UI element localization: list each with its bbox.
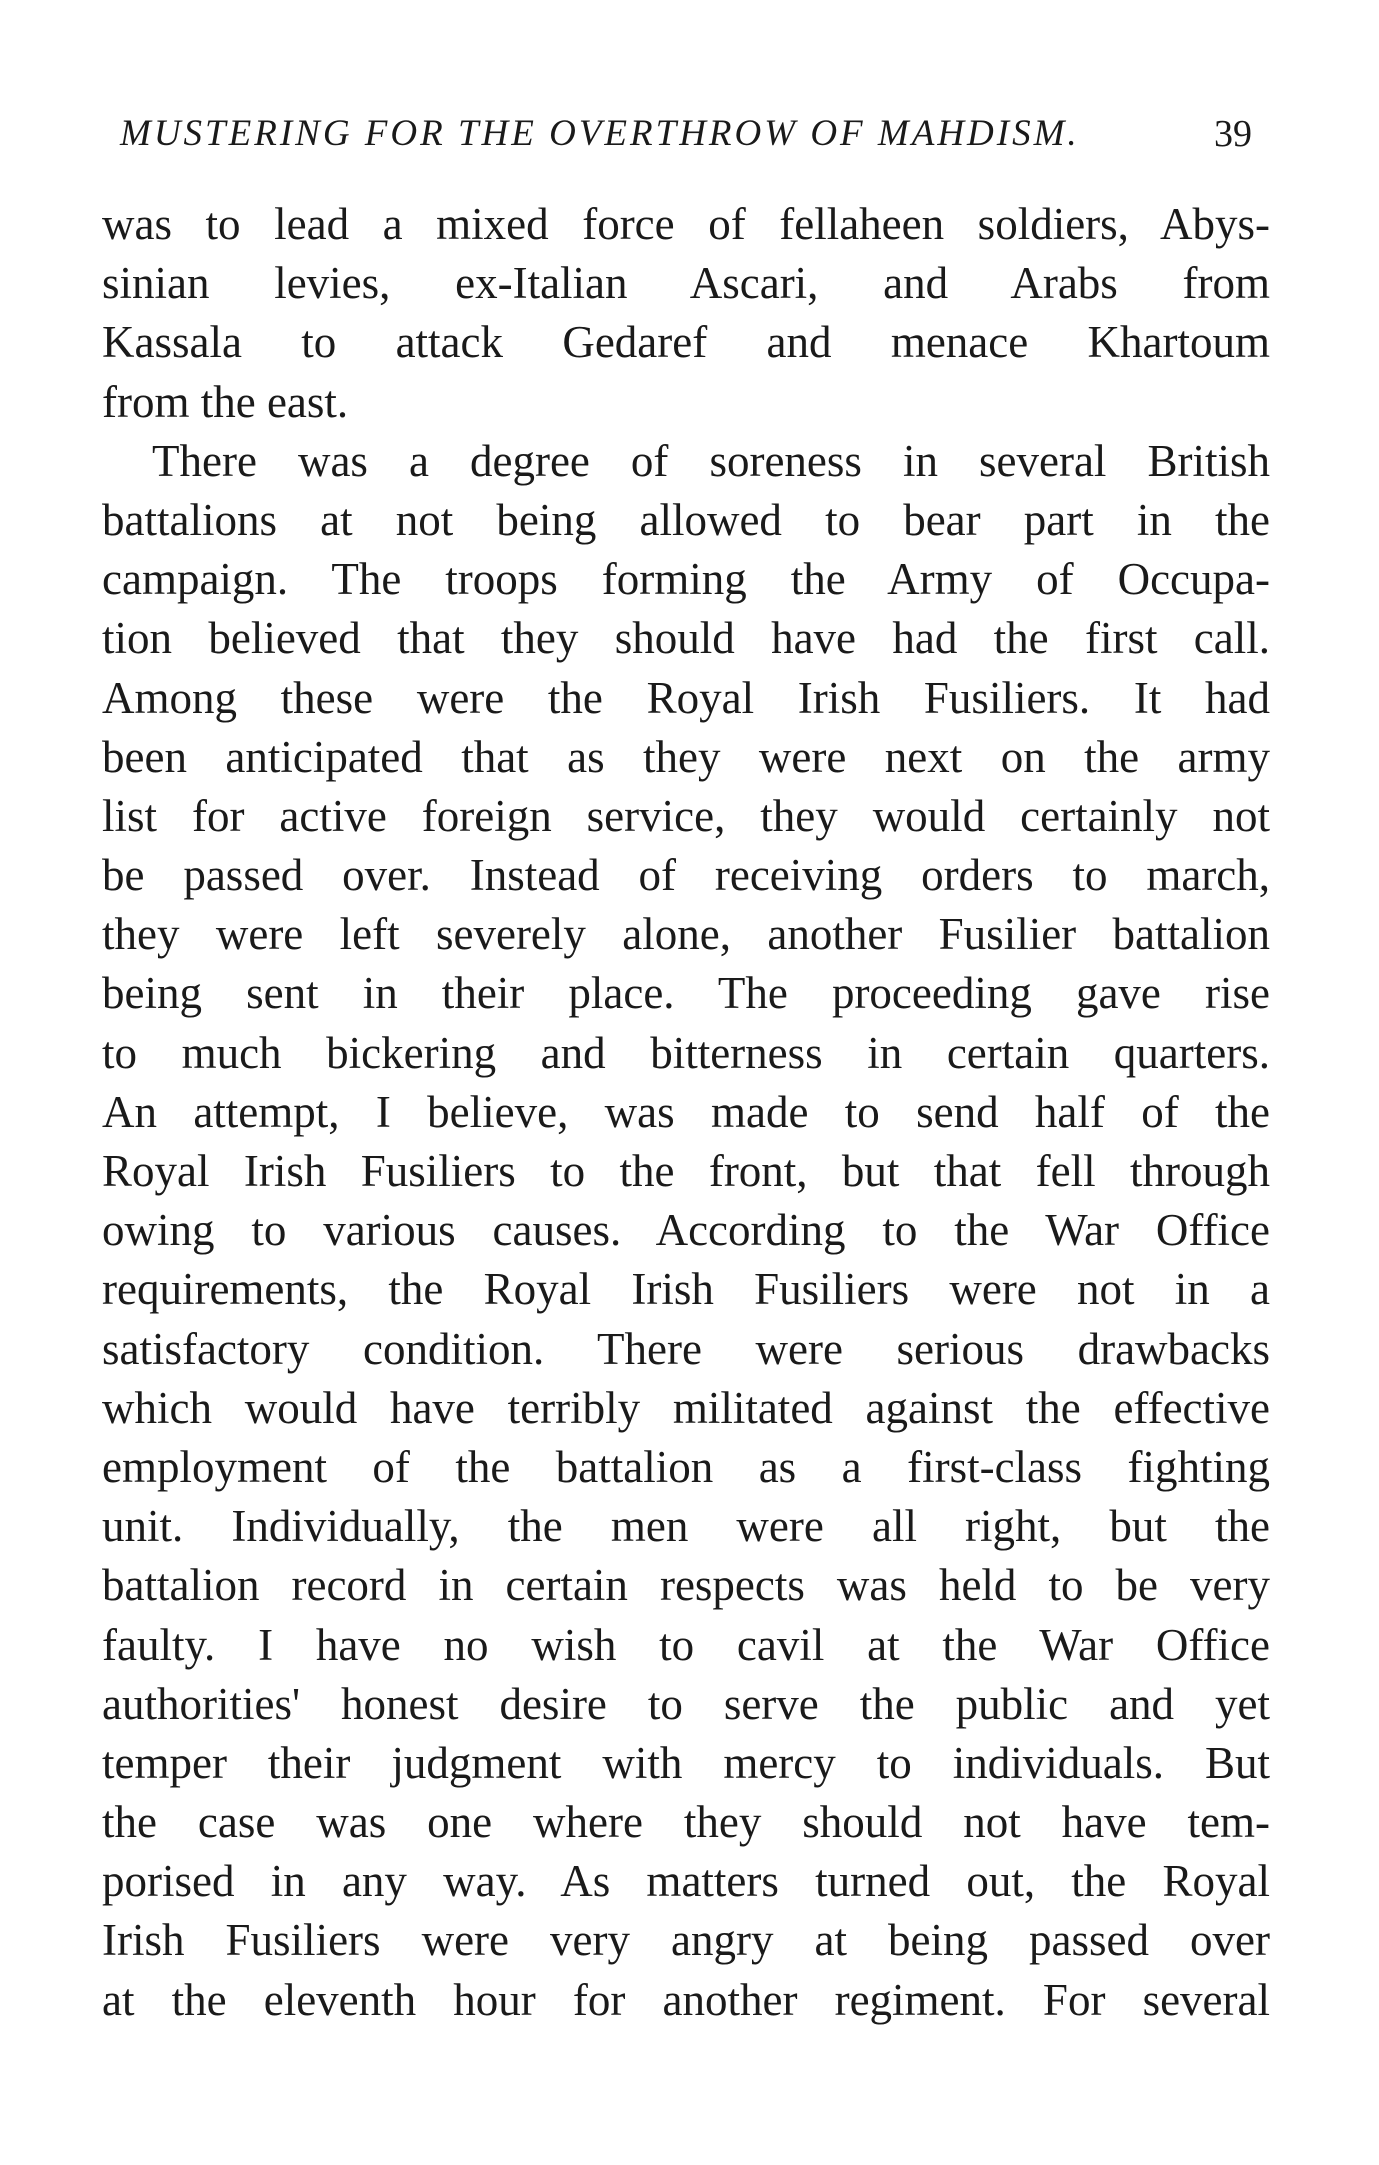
text-line: which would have terribly militated against the effective <box>102 1382 1270 1433</box>
text-line: be passed over. Instead of receiving orders to march, <box>102 850 1270 901</box>
page-number: 39 <box>1214 113 1252 155</box>
text-line: they were left severely alone, another Fusilier battalion <box>102 909 1270 960</box>
body-text <box>102 195 1270 2030</box>
text-line: battalions at not being allowed to bear part in the <box>102 494 1270 545</box>
text-line: There was a degree of soreness in several British <box>152 435 1270 486</box>
text-line: the case was one where they should not have tem- <box>102 1797 1270 1848</box>
running-head <box>120 112 1270 172</box>
text-line: Kassala to attack Gedaref and menace Khartoum <box>102 317 1270 368</box>
text-line: Irish Fusiliers were very angry at being passed over <box>102 1915 1270 1966</box>
text-line: been anticipated that as they were next on the army <box>102 731 1270 782</box>
text-line: An attempt, I believe, was made to send half of the <box>102 1086 1270 1137</box>
running-title: MUSTERING FOR THE OVERTHROW OF MAHDISM. <box>120 113 1080 154</box>
text-line: porised in any way. As matters turned out, the Royal <box>102 1856 1270 1907</box>
text-line: faulty. I have no wish to cavil at the War Office <box>102 1619 1270 1670</box>
text-line: to much bickering and bitterness in certain quarters. <box>102 1027 1270 1078</box>
text-line: being sent in their place. The proceeding gave rise <box>102 968 1270 1019</box>
text-line: tion believed that they should have had the first call. <box>102 613 1270 664</box>
text-line: at the eleventh hour for another regiment. For several <box>102 1974 1270 2025</box>
text-line: owing to various causes. According to the War Office <box>102 1205 1270 1256</box>
text-line: list for active foreign service, they would certainly not <box>102 790 1270 841</box>
text-line: from the east. <box>102 376 349 427</box>
text-line: employment of the battalion as a first-class fighting <box>102 1441 1270 1492</box>
text-line: requirements, the Royal Irish Fusiliers were not in a <box>102 1264 1270 1315</box>
text-line: Royal Irish Fusiliers to the front, but that fell through <box>102 1146 1270 1196</box>
text-line: battalion record in certain respects was held to be very <box>102 1560 1270 1611</box>
text-line: temper their judgment with mercy to individuals. But <box>102 1737 1270 1788</box>
text-line: Among these were the Royal Irish Fusiliers. It had <box>102 672 1270 723</box>
text-line: sinian levies, ex-Italian Ascari, and Arabs from <box>102 258 1270 309</box>
text-line: was to lead a mixed force of fellaheen soldiers, Abys- <box>102 199 1270 249</box>
text-line: satisfactory condition. There were serious drawbacks <box>102 1323 1270 1374</box>
text-line: authorities' honest desire to serve the public and yet <box>102 1678 1270 1729</box>
text-line: unit. Individually, the men were all right, but the <box>102 1501 1270 1552</box>
text-line: campaign. The troops forming the Army of Occupa- <box>102 554 1270 605</box>
